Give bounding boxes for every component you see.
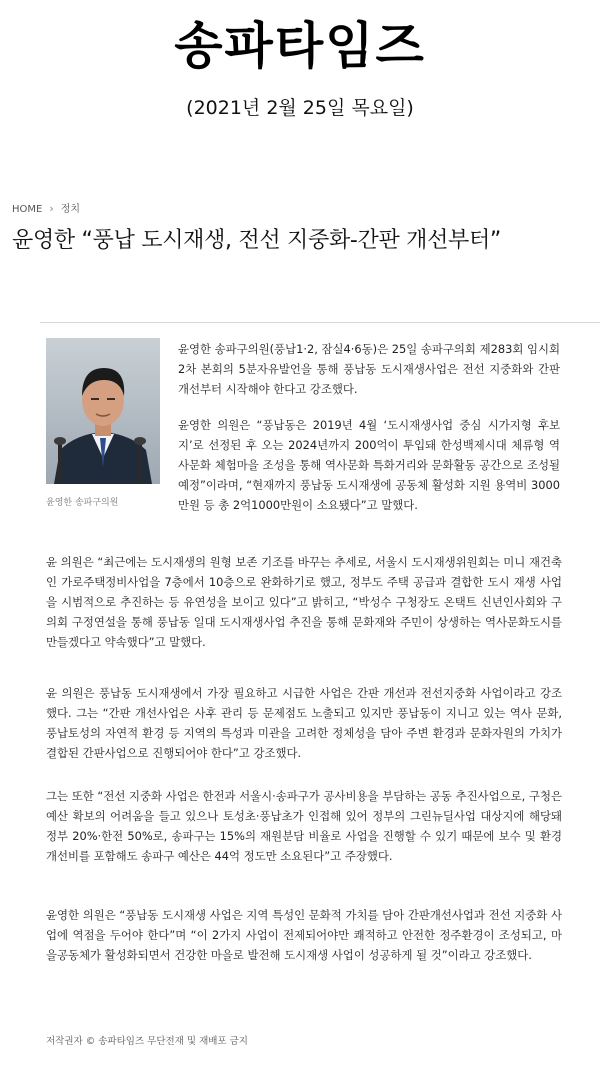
publication-date: (2021년 2월 25일 목요일) — [186, 97, 414, 119]
breadcrumb — [12, 202, 80, 217]
article-headline: 윤영한 “풍납 도시재생, 전선 지중화-간판 개선부터” — [12, 228, 502, 253]
masthead-title: 송파타임즈 — [174, 17, 426, 75]
article-paragraph: 윤영한 의원은 “풍납동은 2019년 4월 ‘도시재생사업 중심 시가지형 후보지’로 선정된 후 오는 2024년까지 200억이 투입돼 한성백제시대 체류형 역사문화 체험마을 조성을 통해 역사문화 특화거리와 문화활동 공간으로 조성될 예정”이라며, “현재까지 풍납동 도시재생에 공동체 활성화 지원 용역비 3000만원 등 총 2억1000만원이 소요됐다”고 말했다. — [178, 418, 560, 512]
article-paragraph: 윤영한 의원은 “풍납동 도시재생 사업은 지역 특성인 문화적 가치를 담아 간판개선사업과 전선 지중화 사업에 역점을 두어야 한다”며 “이 2가지 사업이 전제되어야만 쾌적하고 안전한 정주환경이 조성되고, 마을공동체가 활성화되면서 건강한 마을로 발전해 도시재생 사업이 성공하게 될 것”이라고 강조했다. — [46, 908, 562, 962]
article-paragraph: 그는 또한 “전선 지중화 사업은 한전과 서울시·송파구가 공사비용을 부담하는 공동 추진사업으로, 구청은 예산 확보의 어려움을 들고 있으나 토성초·풍납초가 인접해 있어 정부의 그린뉴딜사업 대상지에 해당돼 정부 20%·한전 50%로, 송파구는 15%의 재원분담 비율로 사업을 진행할 수 있기 때문에 보수 및 환경개선비를 포함해도 송파구 예산은 44억 정도만 소요된다”고 주장했다. — [46, 789, 562, 863]
reporter-photo — [46, 338, 160, 484]
breadcrumb-section-link[interactable]: 정치 — [60, 204, 81, 215]
copyright-notice: 저작권자 © 송파타임즈 무단전재 및 재배포 금지 — [46, 1036, 248, 1047]
photo-caption: 윤영한 송파구의원 — [46, 498, 119, 508]
headline-divider — [40, 322, 600, 323]
article-paragraph: 윤 의원은 풍납동 도시재생에서 가장 필요하고 시급한 사업은 간판 개선과 전선지중화 사업이라고 강조했다. 그는 “간판 개선사업은 사후 관리 등 문제점도 노출되고 있지만 풍납동이 지니고 있는 역사 문화, 풍납토성의 자연적 환경 등 지역의 특성과 미관을 고려한 정체성을 담아 주변 환경과 문화자원의 가치가 결합된 간판사업으로 진행되어야 한다”고 강조했다. — [46, 686, 562, 760]
chevron-right-icon: › — [49, 202, 54, 215]
article-paragraph: 윤영한 송파구의원(풍납1·2, 잠실4·6동)은 25일 송파구의회 제283회 임시회 2차 본회의 5분자유발언을 통해 풍납동 도시재생사업은 전선 지중화와 간판 개선부터 시작해야 한다고 강조했다. — [178, 342, 560, 396]
councilman-portrait-image — [46, 338, 160, 484]
article-paragraph: 윤 의원은 “최근에는 도시재생의 원형 보존 기조를 바꾸는 추세로, 서울시 도시재생위원회는 미니 재건축인 가로주택정비사업을 7층에서 10층으로 완화하기로 했고, 정부도 주택 공급과 결합한 도시 재생 사업을 시범적으로 추진하는 등 유연성을 보이고 있다”고 밝히고, “박성수 구청장도 온택트 신년인사회와 구의회 구정연설을 통해 풍납동 일대 도시재생사업 추진을 통해 문화재와 주민이 상생하는 역사문화도시를 만들겠다고 약속했다”고 말했다. — [46, 555, 562, 649]
breadcrumb-home-link[interactable]: HOME — [12, 204, 43, 215]
